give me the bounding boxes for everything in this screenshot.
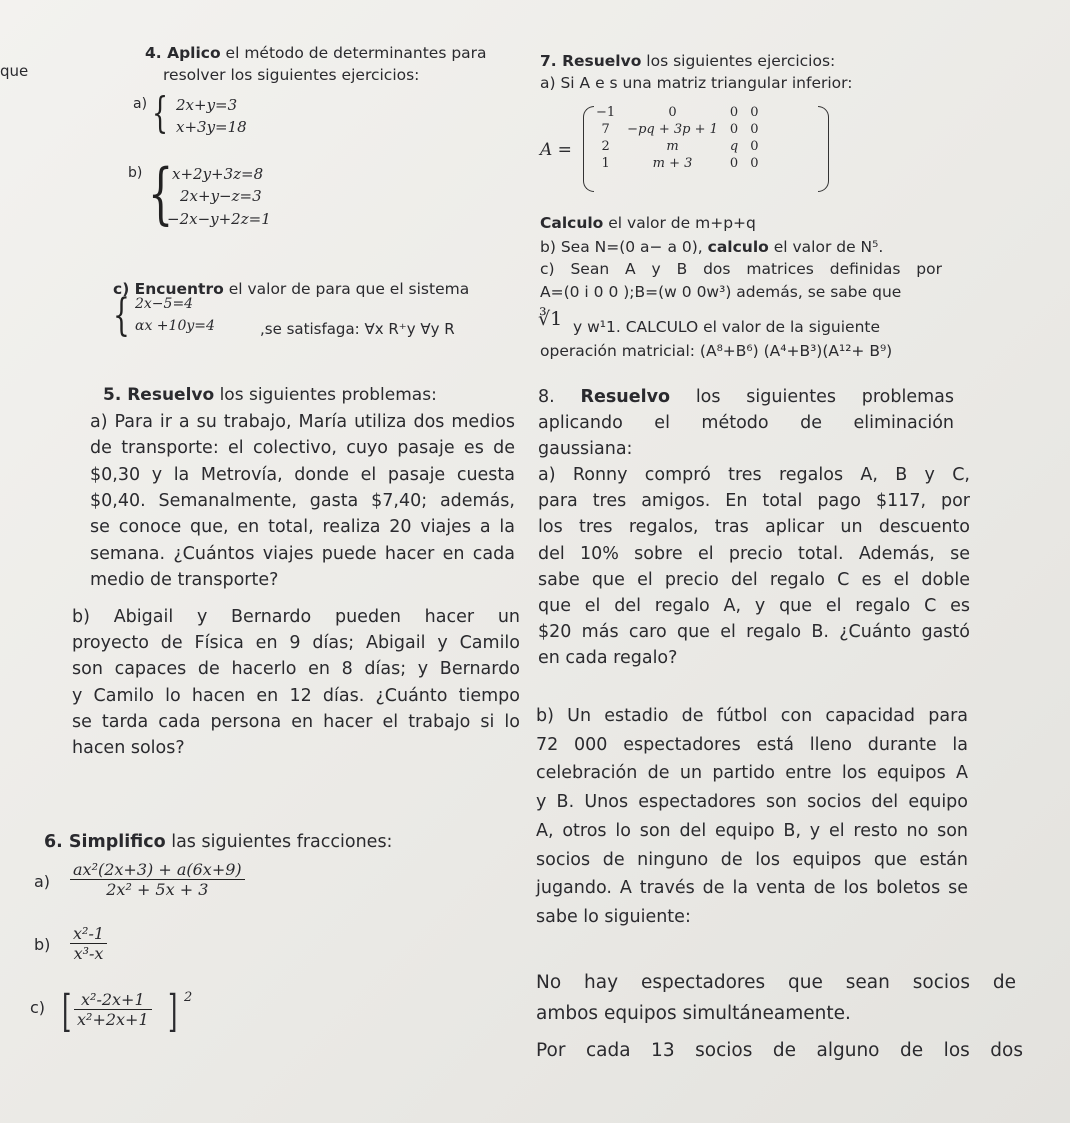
text-line: sabe que el precio del regalo C es el doble — [538, 569, 970, 590]
text-line: medio de transporte? — [90, 569, 279, 590]
q6c-denominator: x²+2x+1 — [77, 1010, 149, 1029]
text-line: en cada regalo? — [538, 648, 678, 669]
matrix-cell: 0 — [750, 139, 759, 154]
q6b-fraction — [70, 924, 107, 963]
matrix-cell: −pq + 3p + 1 — [627, 122, 718, 137]
text-line: que el del regalo A, y que el regalo C es — [538, 596, 970, 616]
q5-title: 5. Resuelvo los siguientes problemas: — [103, 385, 437, 405]
text-line: a) Para ir a su trabajo, María utiliza dos medios — [90, 412, 515, 432]
q6c-exponent: 2 — [184, 990, 193, 1005]
text-line: se tarda cada persona en hacer el trabajo si lo — [72, 711, 520, 732]
matrix-row — [590, 138, 765, 155]
q4c-brace: { — [113, 290, 130, 341]
matrix-label: A = — [540, 140, 572, 160]
text-line: hacen solos? — [72, 738, 185, 758]
matrix-right-paren — [818, 106, 829, 192]
text-line: b) Un estadio de fútbol con capacidad para — [536, 706, 968, 726]
q4b-eq1: x+2y+3z=8 — [172, 165, 264, 183]
matrix-cell: m + 3 — [652, 156, 693, 171]
q6b-label: b) — [34, 935, 51, 954]
q4b-eq3: −2x−y+2z=1 — [167, 210, 271, 228]
q4a-eq1: 2x+y=3 — [176, 96, 238, 114]
q4-title-line2: resolver los siguientes ejercicios: — [163, 66, 420, 84]
text-line: $20 más caro que el regalo B. ¿Cuánto gastó — [538, 622, 970, 643]
matrix-cell: 0 — [750, 105, 759, 120]
q4b-label: b) — [128, 165, 143, 181]
text-line: son capaces de hacerlo en 8 días; y Bernardo — [72, 659, 520, 680]
text-line: 8. Resuelvo los siguientes problemas — [538, 387, 954, 407]
matrix-row — [590, 121, 765, 138]
text-line: de transporte: el colectivo, cuyo pasaje es de — [90, 438, 515, 459]
matrix-cell: 7 — [601, 122, 610, 137]
q4a-brace: { — [152, 88, 169, 137]
text-line: aplicando el método de eliminación — [538, 413, 954, 433]
text-line: Por cada 13 socios de alguno de los dos — [536, 1040, 1023, 1061]
matrix-row — [590, 155, 765, 172]
text-line: ambos equipos simultáneamente. — [536, 1003, 851, 1024]
q7c-line1: c) Sean A y B dos matrices definidas por — [540, 260, 942, 278]
q4c-tail: ,se satisfaga: ∀x R⁺y ∀y R — [260, 320, 455, 338]
text-line: socios de ninguno de los equipos que están — [536, 849, 968, 870]
text-line: y B. Unos espectadores son socios del equipo — [536, 792, 968, 813]
matrix-cell: 0 — [668, 105, 677, 120]
q4a-label: a) — [133, 96, 148, 112]
matrix-cell: 0 — [750, 156, 759, 171]
q7b-text: b) Sea N=(0 a− a 0), calculo el valor de N⁵. — [540, 238, 884, 256]
text-line: se conoce que, en total, realiza 20 viajes a la — [90, 517, 515, 538]
q4c-eq1: 2x−5=4 — [135, 296, 194, 312]
text-line: sabe lo siguiente: — [536, 906, 691, 927]
q7a-text: a) Si A e s una matriz triangular inferior: — [540, 74, 853, 92]
q4c-eq2: αx +10y=4 — [135, 318, 215, 334]
matrix-cell: m — [666, 139, 679, 154]
text-line: gaussiana: — [538, 439, 633, 459]
matrix-A — [590, 104, 765, 172]
text-line: para tres amigos. En total pago $117, por — [538, 491, 970, 512]
matrix-cell: −1 — [596, 105, 616, 120]
q4b-brace: { — [148, 155, 174, 232]
q6a-fraction — [70, 860, 245, 899]
margin-fragment: que — [0, 62, 29, 80]
matrix-cell: q — [729, 139, 739, 154]
matrix-row — [590, 104, 765, 121]
text-line: $0,30 y la Metrovía, donde el pasaje cuesta — [90, 464, 515, 485]
matrix-cell: 0 — [729, 122, 739, 137]
q7c-line3: y w¹1. CALCULO el valor de la siguiente — [573, 318, 881, 336]
q6c-bracket-left: [ — [62, 986, 72, 1037]
q6a-label: a) — [34, 872, 51, 891]
matrix-cell: 0 — [729, 105, 739, 120]
q4b-eq2: 2x+y−z=3 — [180, 187, 262, 205]
text-line: jugando. A través de la venta de los boletos se — [536, 878, 968, 899]
q7c-line4: operación matricial: (A⁸+B⁶) (A⁴+B³)(A¹²+ B⁹) — [540, 342, 893, 360]
matrix-cell: 0 — [729, 156, 739, 171]
text-line: A, otros lo son del equipo B, y el resto no son — [536, 820, 968, 841]
matrix-cell: 1 — [601, 156, 610, 171]
text-line: a) Ronny compró tres regalos A, B y C, — [538, 465, 970, 485]
text-line: los tres regalos, tras aplicar un descuento — [538, 517, 970, 538]
q6c-label: c) — [30, 998, 46, 1017]
matrix-cell: 0 — [750, 122, 759, 137]
text-line: del 10% sobre el precio total. Además, se — [538, 543, 970, 564]
q7c-root: ∛1 — [538, 308, 563, 330]
q6a-denominator: 2x² + 5x + 3 — [106, 880, 209, 899]
q6b-numerator: x²-1 — [70, 924, 107, 944]
text-line: semana. ¿Cuántos viajes puede hacer en cada — [90, 543, 515, 564]
q6c-bracket-right: ] — [168, 986, 178, 1037]
q6-title: 6. Simplifico las siguientes fracciones: — [44, 832, 393, 852]
text-line: No hay espectadores que sean socios de — [536, 972, 1016, 993]
q7-title: 7. Resuelvo los siguientes ejercicios: — [540, 52, 836, 70]
q7a-calc: Calculo el valor de m+p+q — [540, 214, 756, 232]
q6b-denominator: x³-x — [73, 944, 104, 963]
matrix-cell: 2 — [601, 139, 610, 154]
q6a-numerator: ax²(2x+3) + a(6x+9) — [70, 860, 245, 880]
q4c-text: c) Encuentro el valor de para que el sistema — [113, 280, 470, 298]
text-line: 72 000 espectadores está lleno durante la — [536, 734, 968, 755]
q4-title: 4. Aplico el método de determinantes para — [145, 44, 487, 62]
text-line: y Camilo lo hacen en 12 días. ¿Cuánto tiempo — [72, 685, 520, 706]
text-line: $0,40. Semanalmente, gasta $7,40; además, — [90, 490, 515, 511]
q6c-numerator: x²-2x+1 — [74, 990, 152, 1010]
q7c-line2: A=(0 i 0 0 );B=(w 0 0w³) además, se sabe que — [540, 283, 902, 301]
q4a-eq2: x+3y=18 — [176, 118, 247, 136]
text-line: proyecto de Física en 9 días; Abigail y Camilo — [72, 633, 520, 654]
text-line: b) Abigail y Bernardo pueden hacer un — [72, 607, 520, 627]
text-line: celebración de un partido entre los equipos A — [536, 763, 968, 784]
q6c-fraction — [74, 990, 152, 1029]
